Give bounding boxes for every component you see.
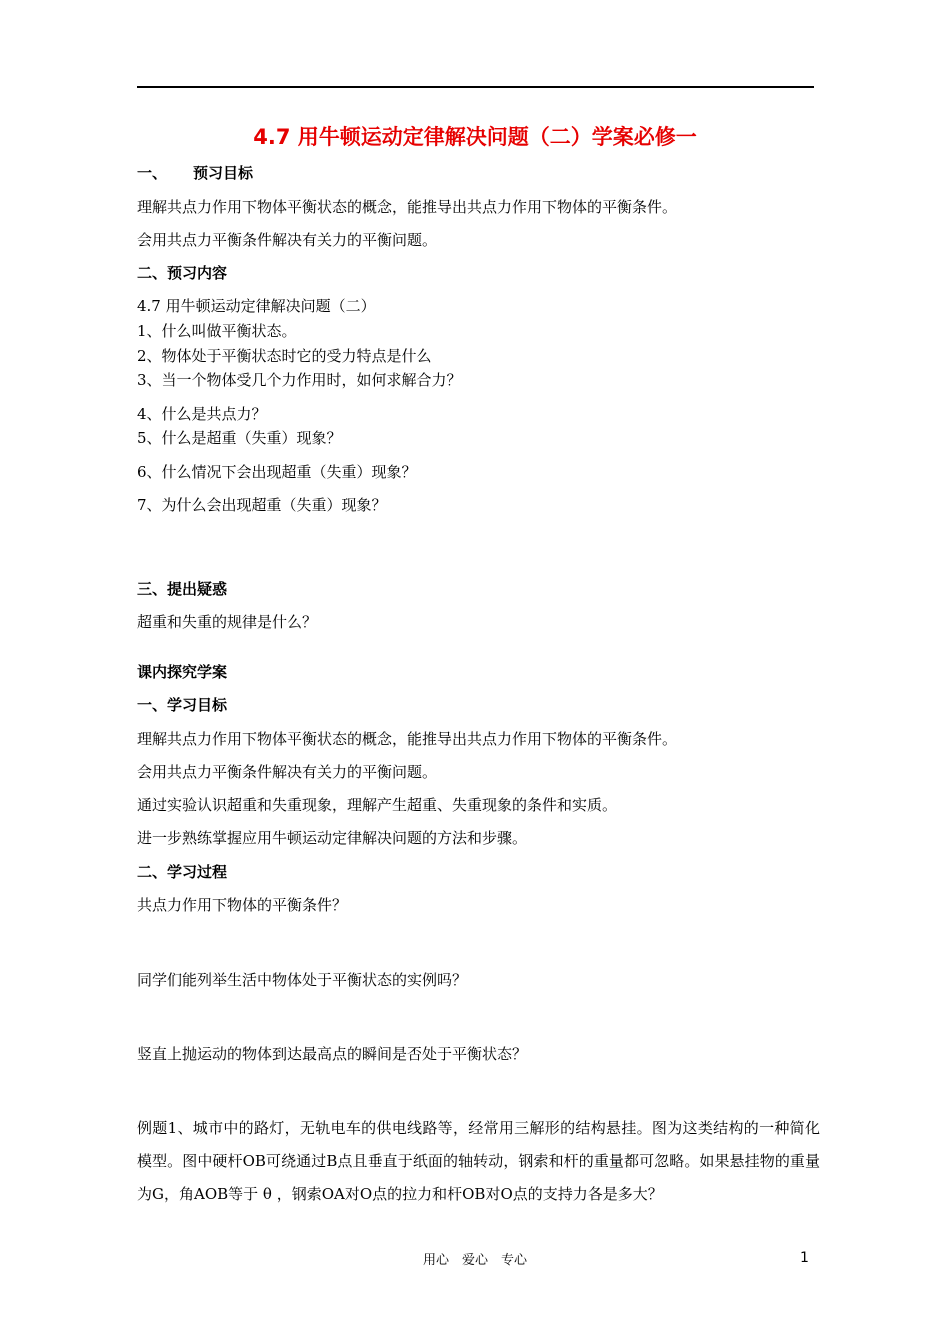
- learning-process-heading: 二、学习过程: [137, 863, 228, 881]
- learning-goal-line: 理解共点力作用下物体平衡状态的概念，能推导出共点力作用下物体的平衡条件。: [137, 730, 678, 748]
- preview-question: 1、什么叫做平衡状态。: [137, 322, 297, 340]
- preview-goal-line: 会用共点力平衡条件解决有关力的平衡问题。: [137, 231, 438, 249]
- example-problem: 例题1、城市中的路灯，无轨电车的供电线路等，经常用三解形的结构悬挂。图为这类结构的一种简化模型。图中硬杆OB可绕通过B点且垂直于纸面的轴转动，钢索和杆的重量都可忽略。如果悬挂物的重量为G，角AOB等于 θ ，钢索OA对O点的拉力和杆OB对O点的支持力各是多大？: [137, 1119, 820, 1203]
- preview-question: 7、为什么会出现超重（失重）现象？: [137, 496, 387, 514]
- preview-goals-label: 预习目标: [193, 164, 254, 182]
- process-question: 竖直上抛运动的物体到达最高点的瞬间是否处于平衡状态？: [137, 1045, 528, 1063]
- process-question: 同学们能列举生活中物体处于平衡状态的实例吗？: [137, 971, 468, 989]
- preview-goal-line: 理解共点力作用下物体平衡状态的概念，能推导出共点力作用下物体的平衡条件。: [137, 198, 678, 216]
- learning-goal-line: 进一步熟练掌握应用牛顿运动定律解决问题的方法和步骤。: [137, 829, 528, 847]
- learning-goal-line: 通过实验认识超重和失重现象，理解产生超重、失重现象的条件和实质。: [137, 796, 618, 814]
- preview-question: 2、物体处于平衡状态时它的受力特点是什么: [137, 347, 432, 365]
- document-title: 4.7 用牛顿运动定律解决问题（二）学案必修一: [253, 125, 697, 149]
- process-question: 共点力作用下物体的平衡条件？: [137, 896, 348, 914]
- preview-topic: 4.7 用牛顿运动定律解决问题（二）: [137, 297, 376, 315]
- preview-question: 6、什么情况下会出现超重（失重）现象？: [137, 463, 417, 481]
- preview-question: 5、什么是超重（失重）现象？: [137, 429, 342, 447]
- preview-content-heading: 二、预习内容: [137, 264, 228, 282]
- preview-goals-heading: [137, 163, 827, 183]
- inclass-heading: 课内探究学案: [137, 663, 228, 681]
- preview-question: 4、什么是共点力？: [137, 405, 267, 423]
- preview-goals-number: 一、: [137, 164, 168, 182]
- page-number: 1: [800, 1250, 809, 1266]
- learning-goals-heading: 一、学习目标: [137, 696, 228, 714]
- footer-motto: 用心 爱心 专心: [422, 1253, 527, 1268]
- header-rule: [137, 86, 814, 88]
- doubts-question: 超重和失重的规律是什么？: [137, 613, 318, 631]
- preview-question: 3、当一个物体受几个力作用时，如何求解合力？: [137, 371, 462, 389]
- doubts-heading: 三、提出疑惑: [137, 580, 228, 598]
- learning-goal-line: 会用共点力平衡条件解决有关力的平衡问题。: [137, 763, 438, 781]
